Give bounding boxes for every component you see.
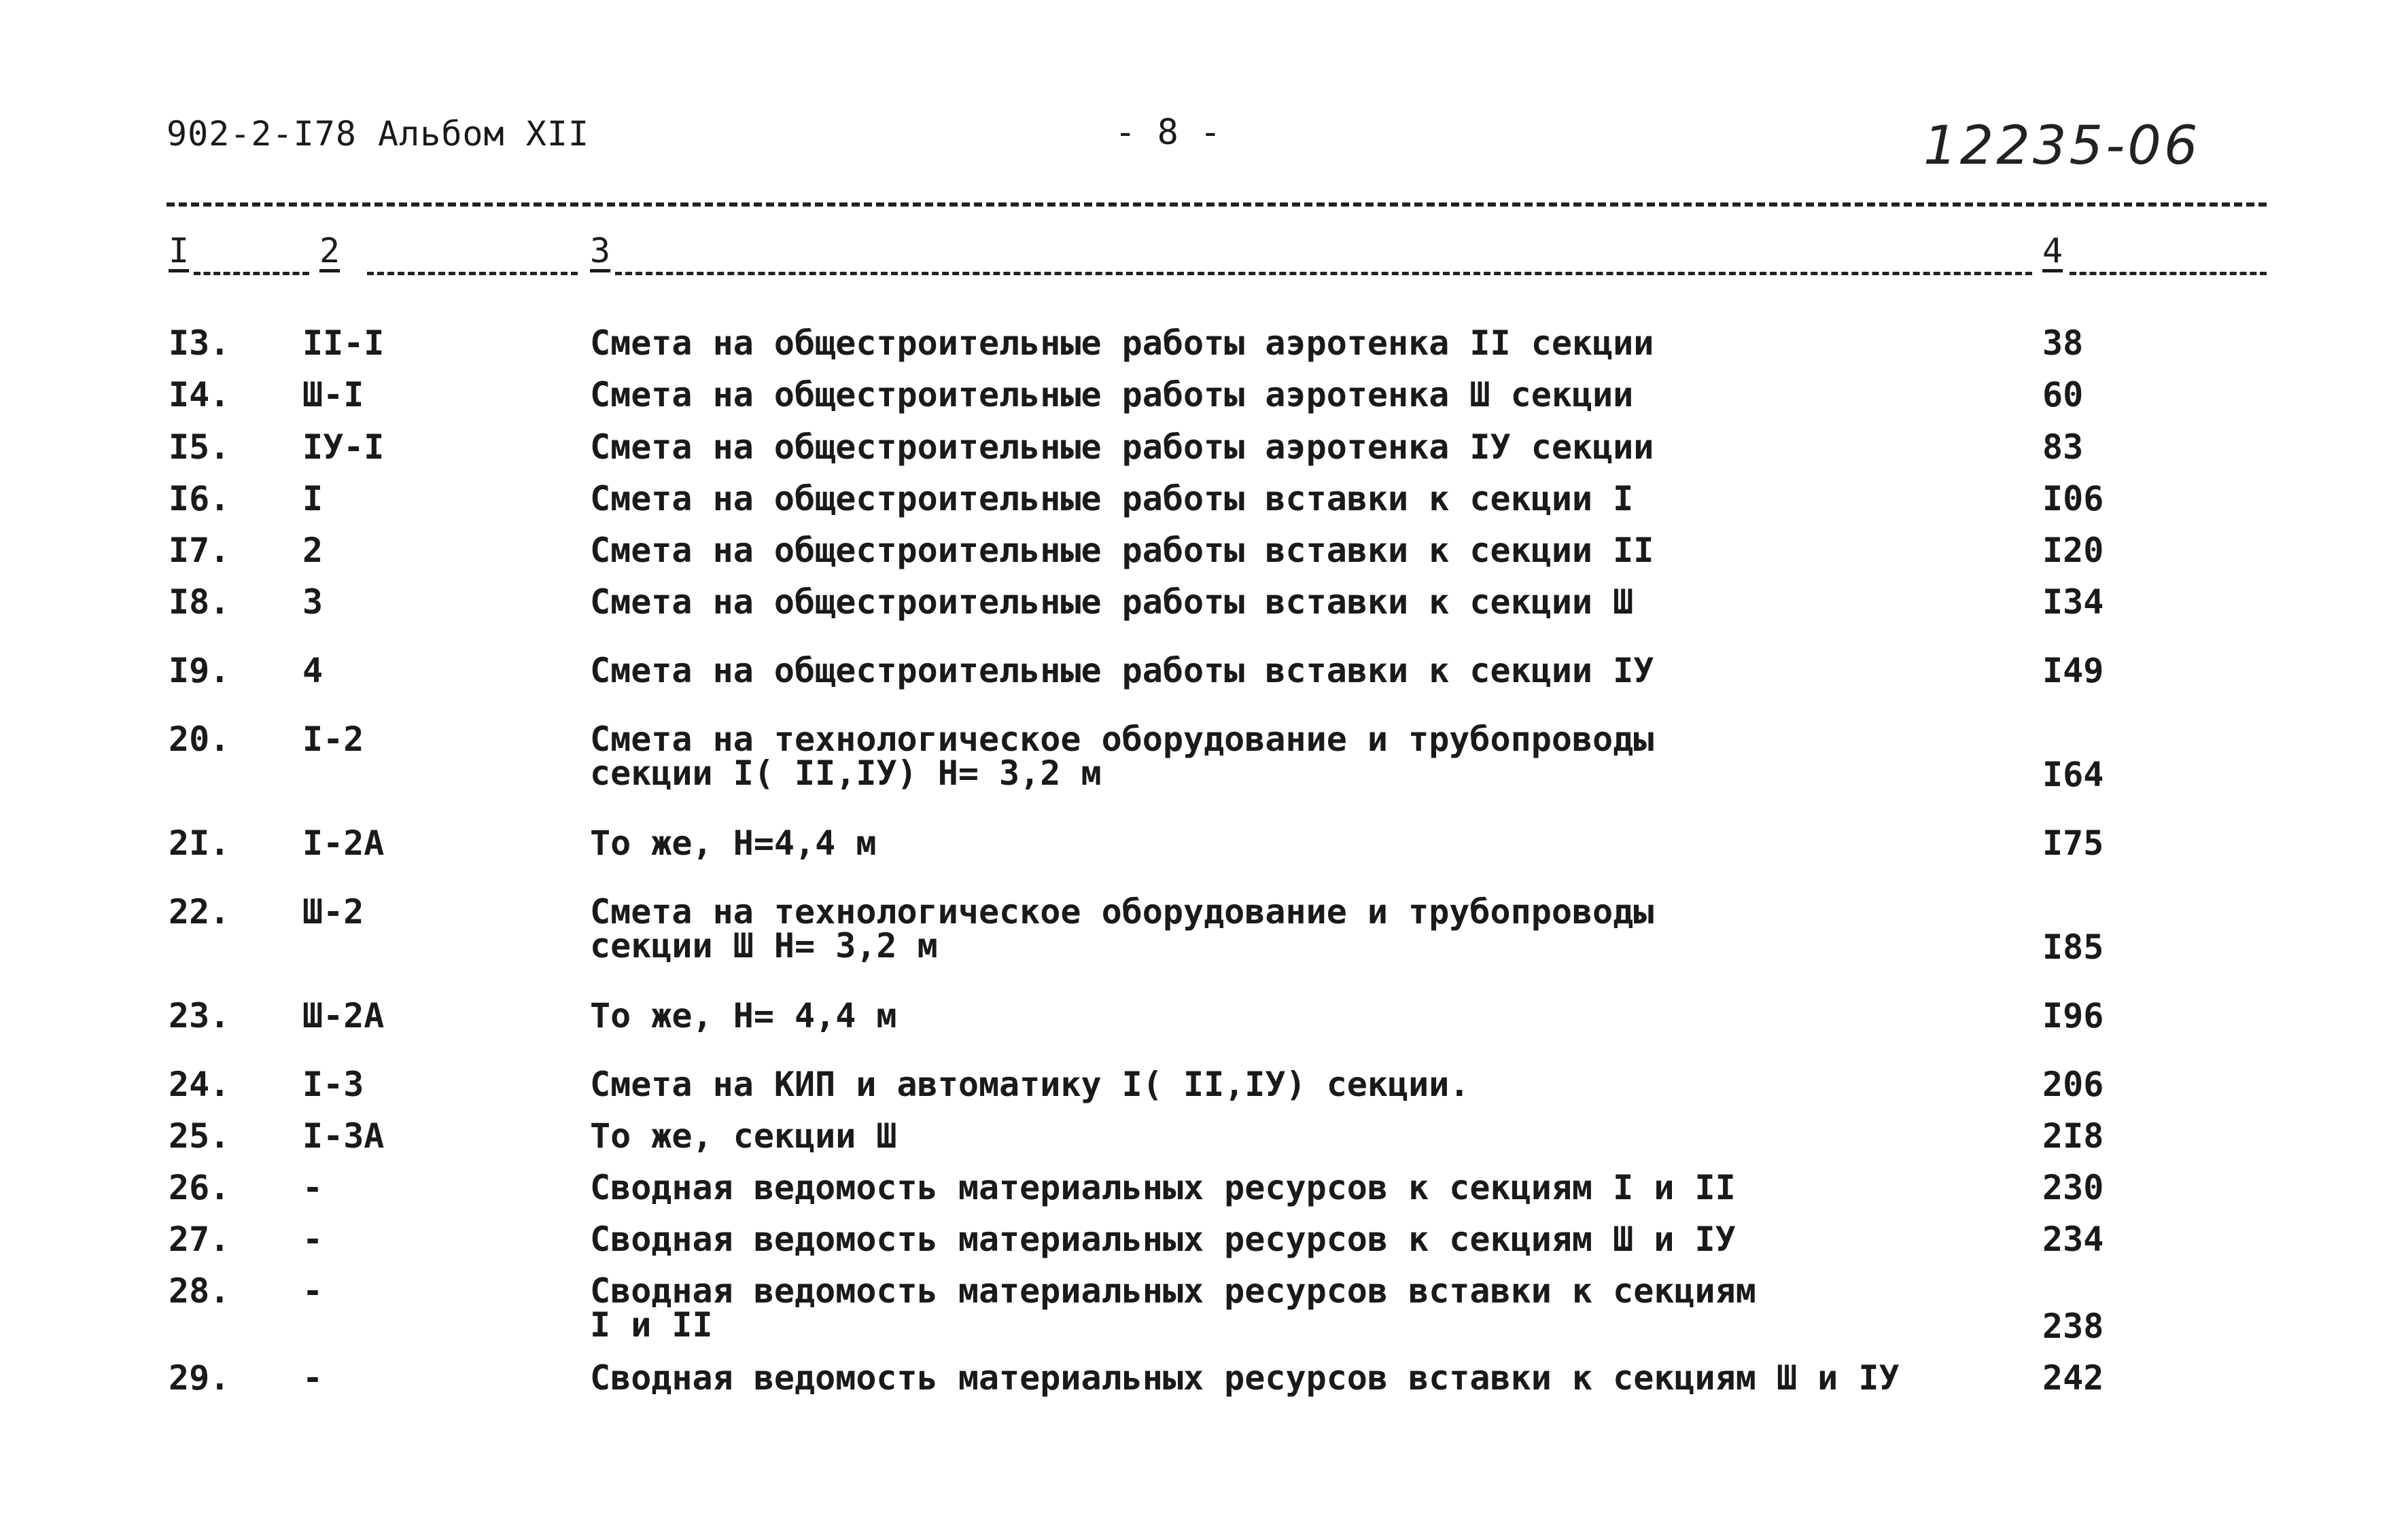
estimate-code: -: [302, 1271, 324, 1311]
row-page: I75: [2042, 823, 2104, 863]
handwritten-document-number: 12235-06: [1923, 116, 2201, 177]
row-number: I5.: [169, 427, 230, 467]
row-number: 20.: [169, 720, 230, 759]
estimate-code: I-2А: [302, 823, 385, 863]
row-page: I20: [2042, 531, 2104, 570]
column-number-2: 2: [319, 231, 341, 270]
row-description: Смета на общестроительные работы вставки к секции II: [590, 531, 1654, 570]
estimate-code: -: [302, 1220, 324, 1259]
row-description: Сводная ведомость материальных ресурсов к секциям I и II: [590, 1168, 1736, 1207]
row-number: 22.: [169, 892, 230, 932]
row-page: I96: [2042, 996, 2104, 1035]
estimate-code: Ш-I: [302, 375, 364, 414]
estimate-code: I: [302, 479, 324, 518]
dashed-separator-col4: [2070, 272, 2267, 275]
row-page: I64: [2042, 755, 2104, 794]
page-number: - 8 -: [1115, 112, 1221, 153]
row-description: Смета на КИП и автоматику I( II,IУ) секции.: [590, 1065, 1470, 1104]
row-number: I8.: [169, 582, 230, 622]
estimate-code: 3: [302, 582, 324, 622]
row-description: Сводная ведомость материальных ресурсов к секциям Ш и IУ: [590, 1220, 1736, 1259]
row-page: 2I8: [2042, 1116, 2104, 1156]
row-number: 29.: [169, 1358, 230, 1398]
row-number: 24.: [169, 1065, 230, 1104]
row-description: Смета на общестроительные работы вставки к секции I: [590, 479, 1634, 518]
row-number: 23.: [169, 996, 230, 1035]
row-number: 2I.: [169, 823, 230, 863]
column-number-4: 4: [2042, 231, 2063, 270]
row-page: I85: [2042, 927, 2104, 967]
row-page: 38: [2042, 323, 2084, 363]
estimate-code: -: [302, 1358, 324, 1398]
album-reference: 902-2-I78 Альбом XII: [167, 114, 590, 154]
row-number: I4.: [169, 375, 230, 414]
row-description: То же, секции Ш: [590, 1116, 897, 1156]
column-number-1: I: [169, 231, 190, 270]
row-page: 238: [2042, 1307, 2104, 1346]
row-number: 27.: [169, 1220, 230, 1259]
row-page: 242: [2042, 1358, 2104, 1398]
estimate-code: I-2: [302, 720, 364, 759]
row-page: 60: [2042, 375, 2084, 414]
dashed-separator-col3: [615, 272, 2032, 275]
row-number: 28.: [169, 1271, 230, 1311]
row-number: I7.: [169, 531, 230, 570]
row-description: Смета на общестроительные работы аэротенка II секции: [590, 323, 1654, 363]
row-number: I3.: [169, 323, 230, 363]
row-description: Сводная ведомость материальных ресурсов вставки к секциям I и II: [590, 1271, 1756, 1345]
dashed-separator-col2: [367, 272, 578, 275]
row-description: Смета на общестроительные работы аэротенка IУ секции: [590, 427, 1654, 467]
estimate-code: 2: [302, 531, 324, 570]
estimate-code: -: [302, 1168, 324, 1207]
estimate-code: I-3А: [302, 1116, 385, 1156]
estimate-code: 4: [302, 651, 324, 690]
dashed-separator-col1: [194, 272, 309, 275]
row-description: Смета на общестроительные работы аэротенка Ш секции: [590, 375, 1634, 414]
row-page: 83: [2042, 427, 2084, 467]
row-description: Смета на общестроительные работы вставки к секции IУ: [590, 651, 1654, 690]
column-number-3: 3: [590, 231, 611, 270]
row-description: Сводная ведомость материальных ресурсов вставки к секциям Ш и IУ: [590, 1358, 1900, 1398]
row-number: 26.: [169, 1168, 230, 1207]
row-page: I49: [2042, 651, 2104, 690]
estimate-code: Ш-2А: [302, 996, 385, 1035]
row-page: 234: [2042, 1220, 2104, 1259]
estimate-code: Ш-2: [302, 892, 364, 932]
estimate-code: II-I: [302, 323, 385, 363]
row-description: Смета на технологическое оборудование и трубопроводы секции Ш H= 3,2 м: [590, 892, 1654, 965]
row-number: I9.: [169, 651, 230, 690]
row-number: 25.: [169, 1116, 230, 1156]
row-description: Смета на общестроительные работы вставки к секции Ш: [590, 582, 1634, 622]
row-description: Смета на технологическое оборудование и трубопроводы секции I( II,IУ) H= 3,2 м: [590, 720, 1654, 793]
row-number: I6.: [169, 479, 230, 518]
row-page: 230: [2042, 1168, 2104, 1207]
row-page: 206: [2042, 1065, 2104, 1104]
row-page: I06: [2042, 479, 2104, 518]
dashed-separator-top: [167, 202, 2267, 207]
row-description: То же, H= 4,4 м: [590, 996, 897, 1035]
row-page: I34: [2042, 582, 2104, 622]
estimate-code: I-3: [302, 1065, 364, 1104]
row-description: То же, H=4,4 м: [590, 823, 877, 863]
estimate-code: IУ-I: [302, 427, 385, 467]
